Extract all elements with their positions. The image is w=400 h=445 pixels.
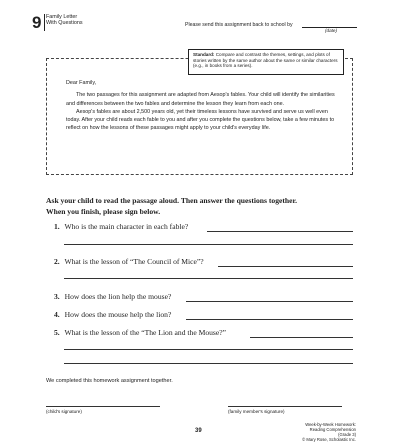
question-text: How does the lion help the mouse?	[64, 292, 172, 301]
question-text: What is the lesson of the “The Lion and the Mouse?”	[64, 328, 226, 337]
credit-line-1: Week-by-Week Homework: Reading Comprehension (Grade 3)	[305, 422, 356, 437]
assignment-type-label	[46, 14, 106, 27]
credit-line-2: © Mary Rose, Scholastic Inc.	[302, 437, 356, 442]
question-number: 2.	[54, 257, 60, 266]
question-number: 4.	[54, 310, 60, 319]
letter-paragraph-2: Aesop's fables are about 2,500 years old, yet their timeless lessons have survived and serve us well even today. After your child reads each fable to you and after you complete the questions below, take a few minutes to reflect on how the lessons of these passages might apply to your child's everyday life.	[66, 108, 335, 132]
answer-line[interactable]	[64, 363, 353, 364]
assignment-number: 9	[32, 13, 42, 32]
answer-line[interactable]	[218, 266, 353, 267]
standard-box	[188, 49, 344, 75]
answer-line[interactable]	[207, 231, 353, 232]
question-text: What is the lesson of “The Council of Mice”?	[64, 257, 204, 266]
letter-paragraph-1: The two passages for this assignment are adapted from Aesop's fables. Your child will identify the similarities and differences between the two fables and determine the lesson they learn from each one.	[66, 92, 335, 107]
standard-text: Compare and contrast the themes, settings, and plots of stories written by the same author about the same or similar characters (e.g., in books from a series).	[193, 52, 338, 69]
family-signature-line[interactable]	[228, 406, 342, 407]
child-signature-label: (child's signature)	[46, 409, 82, 414]
instructions-line-2: When you finish, please sign below.	[46, 207, 161, 216]
copyright-credits	[296, 422, 356, 442]
completion-statement: We completed this homework assignment together.	[46, 378, 173, 384]
question-number: 3.	[54, 292, 60, 301]
family-signature-label: (family member's signature)	[228, 409, 285, 414]
letter-greeting: Dear Family,	[66, 80, 97, 86]
question-3	[54, 292, 171, 301]
assignment-type-line2: With Questions	[46, 20, 83, 27]
answer-line[interactable]	[64, 349, 353, 350]
header-divider	[44, 14, 45, 31]
answer-line[interactable]	[186, 319, 353, 320]
question-number: 1.	[54, 222, 60, 231]
return-by-text: Please send this assignment back to school by	[185, 22, 293, 28]
standard-label: Standard:	[193, 52, 215, 57]
assignment-type-line1: Family Letter	[46, 14, 78, 20]
question-4	[54, 310, 171, 319]
question-5	[54, 328, 226, 337]
page-number: 39	[195, 428, 202, 434]
instructions-line-1: Ask your child to read the passage aloud. Then answer the questions together.	[46, 196, 298, 205]
answer-line[interactable]	[186, 301, 353, 302]
question-number: 5.	[54, 328, 60, 337]
answer-line[interactable]	[64, 278, 353, 279]
child-signature-line[interactable]	[46, 406, 160, 407]
question-2	[54, 257, 204, 266]
instructions	[46, 195, 356, 217]
letter-body	[66, 79, 336, 133]
question-1	[54, 222, 188, 231]
question-text: How does the mouse help the lion?	[64, 310, 172, 319]
date-label: (date)	[325, 28, 338, 33]
question-text: Who is the main character in each fable?	[64, 222, 189, 231]
answer-line[interactable]	[250, 337, 353, 338]
answer-line[interactable]	[64, 244, 353, 245]
